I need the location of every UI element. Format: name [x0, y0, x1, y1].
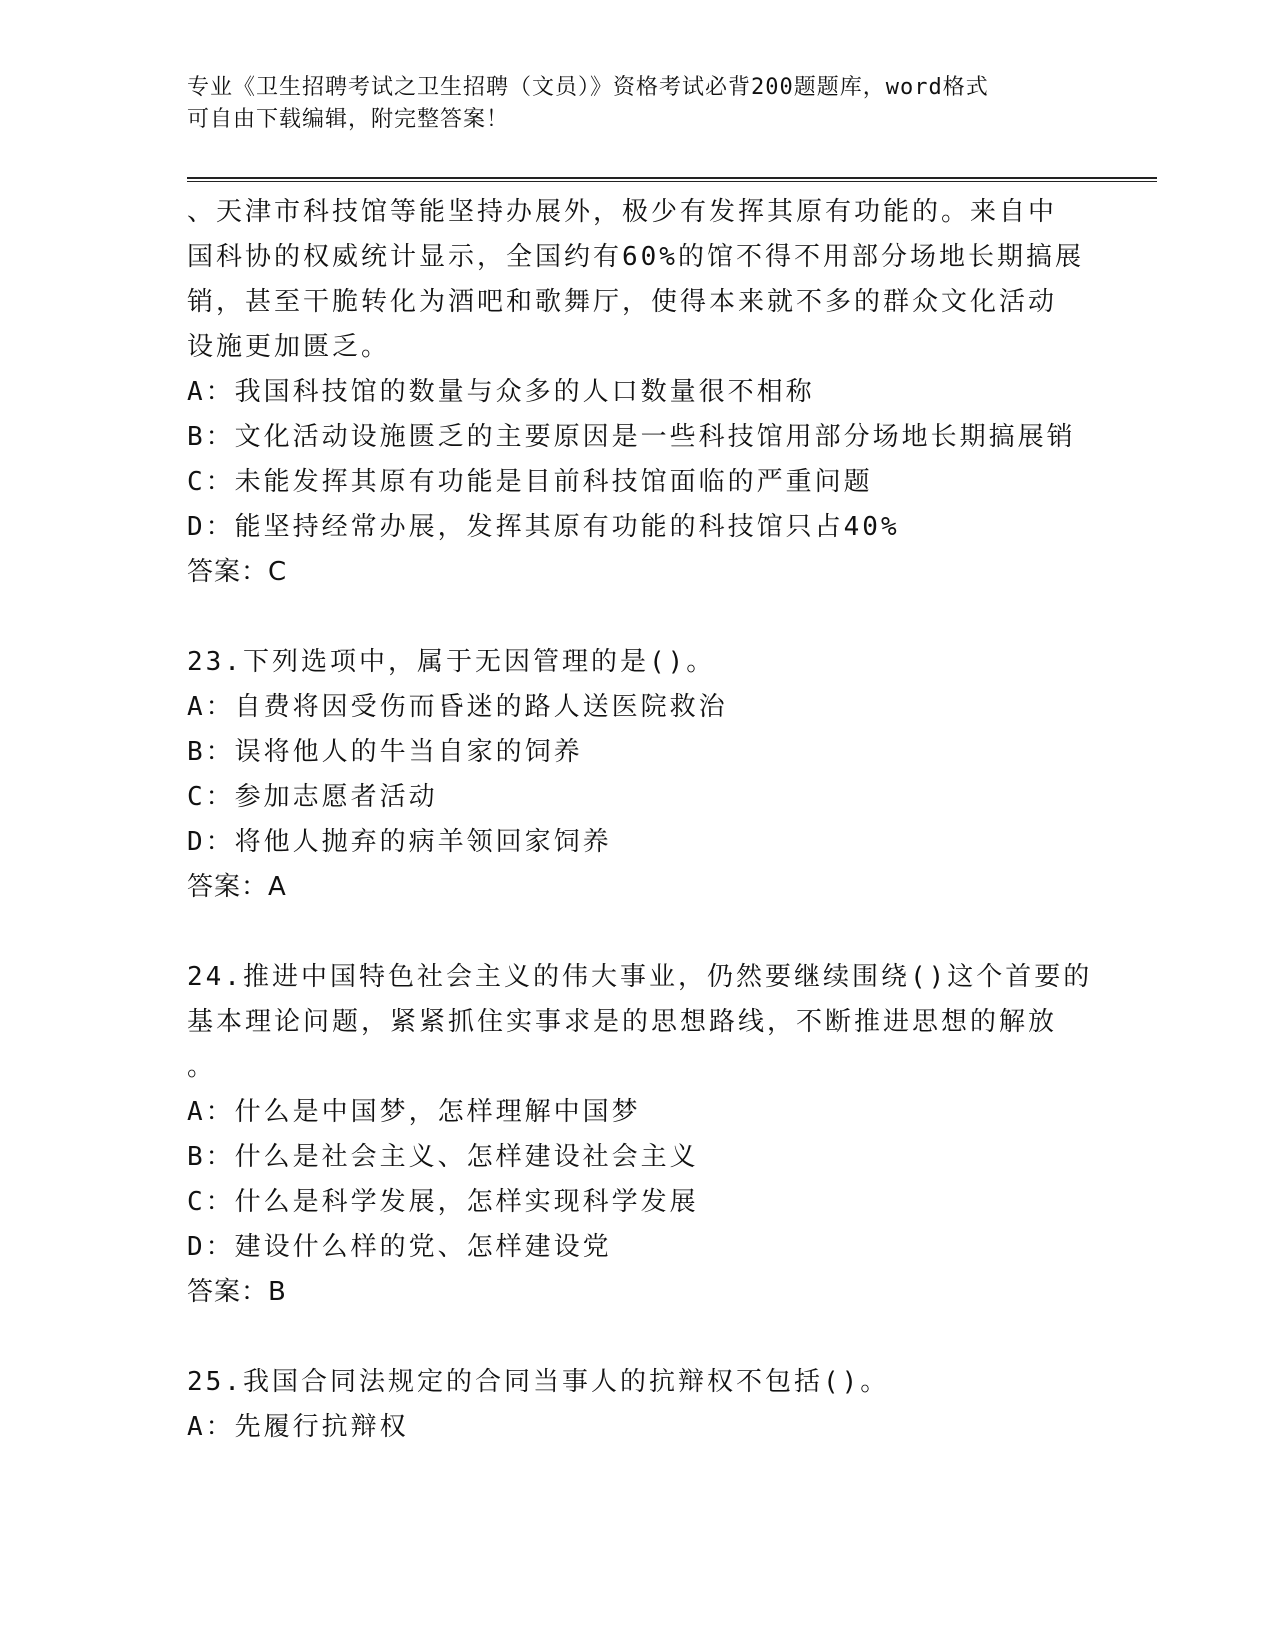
option-b: B：误将他人的牛当自家的饲养	[187, 737, 583, 767]
question-text: 设施更加匮乏。	[187, 332, 391, 362]
document-header	[187, 72, 1107, 136]
question-text: 、天津市科技馆等能坚持办展外，极少有发挥其原有功能的。来自中	[187, 197, 1058, 227]
question-text: 。	[187, 1052, 217, 1082]
option-c: C：什么是科学发展，怎样实现科学发展	[187, 1187, 699, 1217]
question-24	[187, 955, 1107, 1315]
option-d: D：能坚持经常办展，发挥其原有功能的科技馆只占40%	[187, 512, 900, 542]
option-d: D：建设什么样的党、怎样建设党	[187, 1232, 612, 1262]
question-text: 国科协的权威统计显示，全国约有60%的馆不得不用部分场地长期搞展	[187, 242, 1084, 272]
question-25	[187, 1360, 1107, 1450]
question-22	[187, 190, 1107, 595]
header-line-2: 可自由下载编辑，附完整答案！	[187, 107, 510, 132]
option-a: A：先履行抗辩权	[187, 1412, 409, 1442]
header-divider	[187, 177, 1157, 182]
option-d: D：将他人抛弃的病羊领回家饲养	[187, 827, 612, 857]
option-a: A：我国科技馆的数量与众多的人口数量很不相称	[187, 377, 815, 407]
answer: 答案：C	[187, 557, 288, 587]
spacer	[187, 910, 1107, 955]
answer: 答案：B	[187, 1277, 287, 1307]
option-a: A：什么是中国梦，怎样理解中国梦	[187, 1097, 641, 1127]
spacer	[187, 595, 1107, 640]
answer: 答案：A	[187, 872, 287, 902]
question-text: 基本理论问题，紧紧抓住实事求是的思想路线，不断推进思想的解放	[187, 1007, 1058, 1037]
spacer	[187, 1315, 1107, 1360]
header-line-1: 专业《卫生招聘考试之卫生招聘（文员）》资格考试必背200题题库，word格式	[187, 75, 989, 100]
question-text: 23.下列选项中，属于无因管理的是()。	[187, 647, 716, 677]
option-c: C：未能发挥其原有功能是目前科技馆面临的严重问题	[187, 467, 873, 497]
question-text: 销，甚至干脆转化为酒吧和歌舞厅，使得本来就不多的群众文化活动	[187, 287, 1058, 317]
question-list	[187, 190, 1107, 1450]
question-23	[187, 640, 1107, 910]
option-a: A：自费将因受伤而昏迷的路人送医院救治	[187, 692, 728, 722]
option-b: B：什么是社会主义、怎样建设社会主义	[187, 1142, 699, 1172]
question-text: 24.推进中国特色社会主义的伟大事业，仍然要继续围绕()这个首要的	[187, 962, 1093, 992]
question-text: 25.我国合同法规定的合同当事人的抗辩权不包括()。	[187, 1367, 890, 1397]
option-c: C：参加志愿者活动	[187, 782, 438, 812]
option-b: B：文化活动设施匮乏的主要原因是一些科技馆用部分场地长期搞展销	[187, 422, 1076, 452]
